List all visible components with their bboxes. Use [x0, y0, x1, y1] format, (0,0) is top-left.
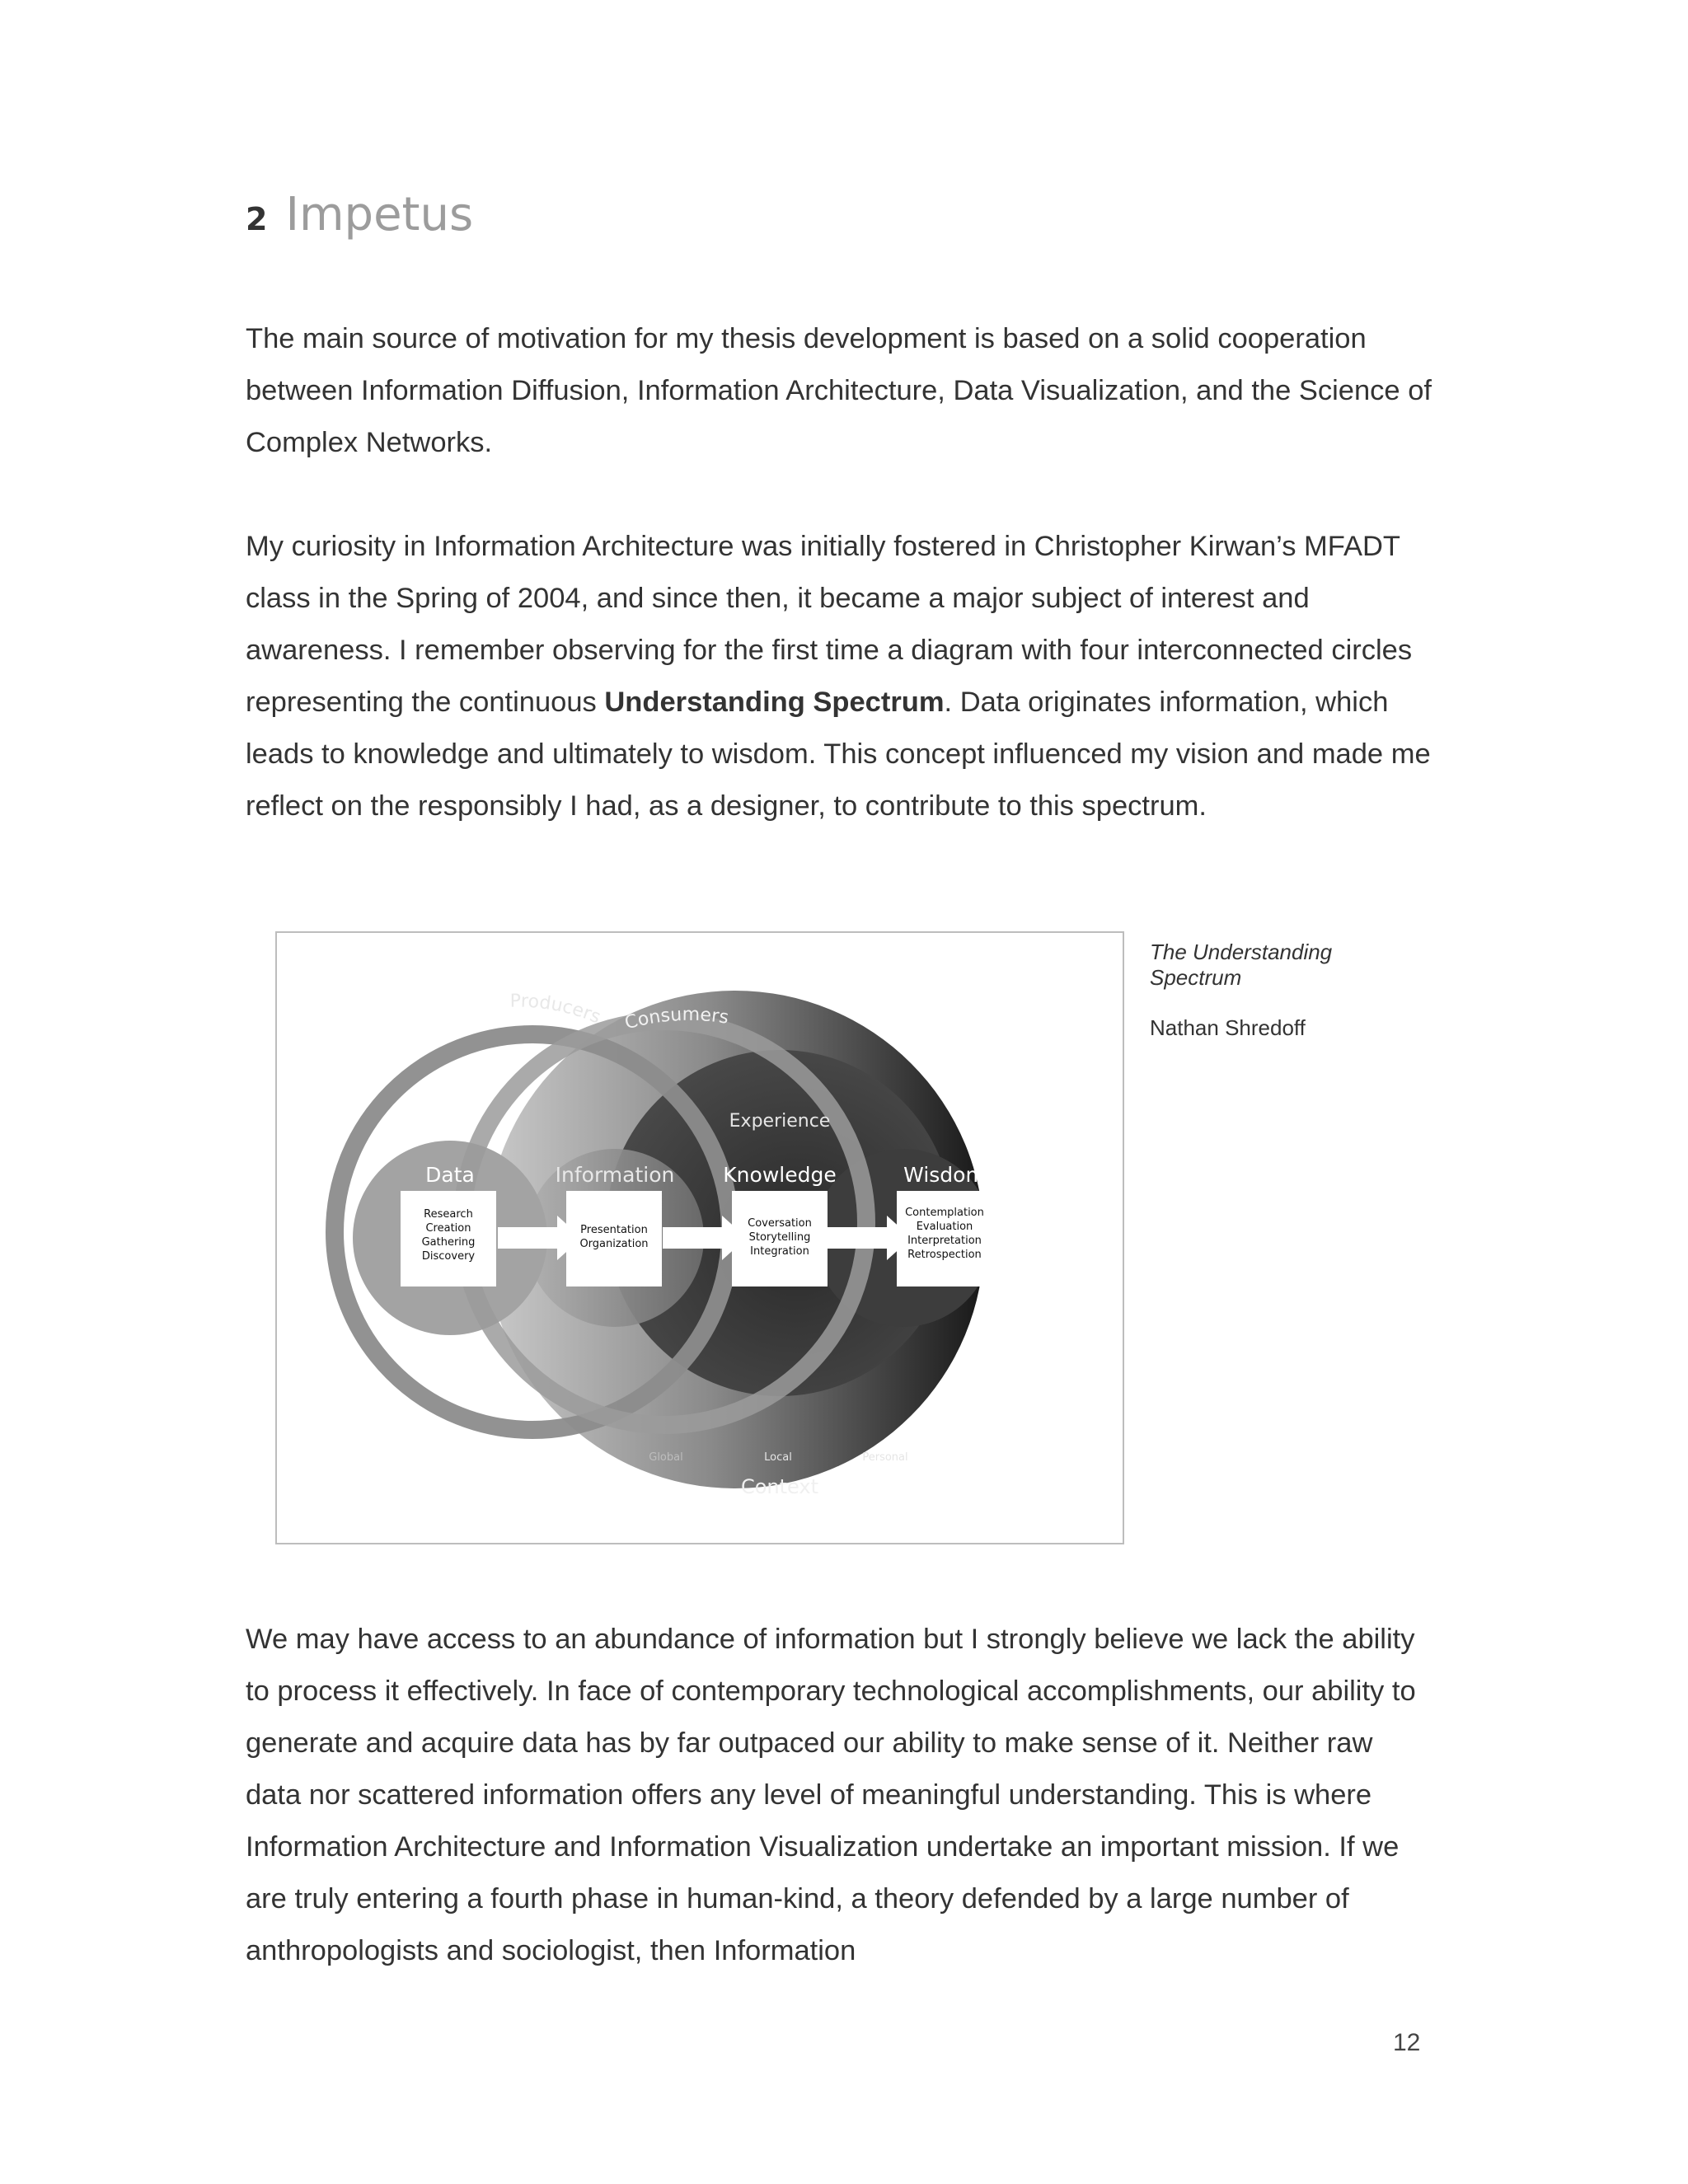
paragraph-curiosity: [246, 521, 1432, 832]
stage-item-gathering: Gathering: [421, 1236, 476, 1249]
experience-label: Experience: [729, 1111, 831, 1132]
stage-item-evaluation: Evaluation: [916, 1221, 973, 1233]
paragraph-curiosity-text-start: My curiosity in Information Architecture was initially fostered in Christopher Kirwan’s MFADT class in the Spring of 2004, and since then, it became a major subject of interest and awareness. I remember observing for the first time a diagram with four interconnected circles representing the continuous: [246, 531, 1413, 718]
stage-title-data: Data: [425, 1163, 475, 1187]
stage-item-storytelling: Storytelling: [748, 1231, 811, 1244]
paragraph-information-overload: We may have access to an abundance of information but I strongly believe we lack the ability to process it effectively. In face of contemporary technological accomplishments, our ability to generate and acquire data has by far outpaced our ability to make sense of it. Neither raw data nor scattered information offers any level of meaningful understanding. This is where Information Architecture and Information Visualization undertake an important mission. If we are truly entering a fourth phase in human-kind, a theory defended by a large number of anthropologists and sociologist, then Information: [246, 1624, 1416, 1966]
section-number: 2: [246, 201, 268, 237]
section-heading: [246, 188, 473, 241]
context-label: Context: [740, 1475, 819, 1498]
producers-label: Producers: [509, 991, 604, 1029]
section-title: Impetus: [285, 188, 474, 241]
stage-item-integration: Integration: [750, 1245, 809, 1258]
stage-title-information: Information: [555, 1163, 675, 1187]
context-scale-personal: Personal: [862, 1451, 908, 1464]
stage-item-retrospection: Retrospection: [907, 1249, 982, 1261]
understanding-spectrum-figure: [275, 931, 1124, 1544]
context-scale-local: Local: [764, 1451, 792, 1464]
figure-caption-title: The Understanding Spectrum: [1150, 940, 1333, 990]
figure-caption-author: Nathan Shredoff: [1150, 1015, 1306, 1040]
stage-item-presentation: Presentation: [580, 1224, 648, 1236]
stage-item-creation: Creation: [425, 1222, 471, 1235]
consumers-label: Consumers: [622, 1004, 730, 1034]
context-scale-global: Global: [649, 1451, 683, 1464]
stage-title-wisdom: Wisdom: [903, 1163, 986, 1187]
paragraph-motivation: The main source of motivation for my thesis development is based on a solid cooperation between Information Diffusion, Information Architecture, Data Visualization, and the Science of Complex Networks.: [246, 323, 1432, 458]
page-number: 12: [1393, 2029, 1421, 2056]
understanding-spectrum-diagram: [277, 933, 1123, 1543]
stage-item-research: Research: [424, 1208, 473, 1221]
stage-item-organization: Organization: [579, 1238, 649, 1250]
stage-item-contemplation: Contemplation: [905, 1207, 984, 1219]
understanding-spectrum-term: Understanding Spectrum: [604, 687, 945, 718]
stage-item-discovery: Discovery: [421, 1250, 476, 1263]
stage-item-coversation: Coversation: [748, 1217, 812, 1230]
stage-title-knowledge: Knowledge: [723, 1163, 837, 1187]
stage-item-interpretation: Interpretation: [907, 1235, 982, 1247]
paragraph-curiosity-text-end: . Data originates information, which leads to knowledge and ultimately to wisdom. This concept influenced my vision and made me reflect on the responsibly I had, as a designer, to contribute to this spectrum.: [246, 687, 1431, 822]
